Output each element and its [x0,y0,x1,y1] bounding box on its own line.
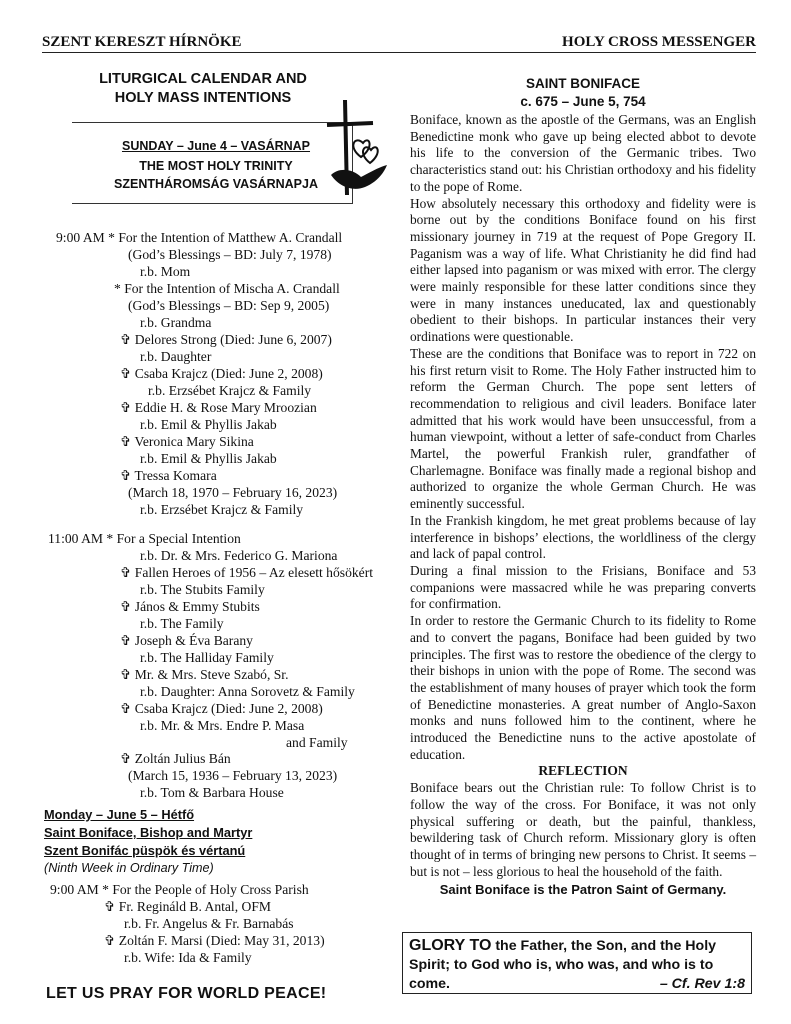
sunday-feast-hu: SZENTHÁROMSÁG VASÁRNAPJA [114,177,318,191]
glory-word: GLORY TO [409,937,492,954]
monday-line: 9:00 AM * For the People of Holy Cross Parish [50,882,309,897]
article-paragraph: How absolutely necessary this orthodoxy and fidelity were is borne out by the conditions Boniface found on his first missionary journey in 719 at the request of Pope Gregory II. Paganism was a way of life. What Christianity he did find had either lapsed into paganism or was mixed with error. The clergy were mainly responsible for these latter conditions since they were in many instances uneducated, lax and questionably obedient to their bishops. In particular instances their very ordinations were questionable. [410,195,756,345]
sunday-line: r.b. The Halliday Family [140,650,274,665]
sunday-line: r.b. Erzsébet Krajcz & Family [148,383,312,398]
sunday-line: r.b. Mr. & Mrs. Endre P. Masa [140,718,305,733]
article-paragraph: In order to restore the Germanic Church to its fidelity to Rome and to convert the pagans, Boniface had been guided by two principles. The first was to restore the obedience of the clergy to their bishops in union with the pope of Rome. The second was the establishment of many houses of prayer which took the form of Benedictine monasteries. A great number of Anglo-Saxon monks and nuns followed him to the continent, where he introduced the Benedictine nuns to the active apostolate of education. [410,613,756,762]
header-english-title: HOLY CROSS MESSENGER [562,34,756,50]
calendar-title-line1: LITURGICAL CALENDAR AND [99,71,307,87]
boniface-dates: c. 675 – June 5, 754 [520,94,646,109]
reflection-heading: REFLECTION [538,763,628,779]
header-hungarian-title: SZENT KERESZT HÍRNÖKE [42,34,242,50]
sunday-line: r.b. Tom & Barbara House [140,785,284,800]
sunday-line: 11:00 AM * For a Special Intention [48,531,241,546]
sunday-line: ✞ Fallen Heroes of 1956 – Az elesett hősökért [120,565,373,580]
sunday-line: r.b. Dr. & Mrs. Federico G. Mariona [140,548,338,563]
patron-line: Saint Boniface is the Patron Saint of Germany. [439,882,727,898]
sunday-line: 9:00 AM * For the Intention of Matthew A. Crandall [56,230,343,245]
sunday-date: SUNDAY – June 4 – VASÁRNAP [121,139,311,153]
monday-line: r.b. Fr. Angelus & Fr. Barnabás [124,916,294,931]
sunday-line: * For the Intention of Mischa A. Crandall [114,281,340,296]
monday-week: (Ninth Week in Ordinary Time) [44,861,214,875]
sunday-line: ✞ Eddie H. & Rose Mary Mroozian [120,400,317,415]
sunday-line: ✞ Csaba Krajcz (Died: June 2, 2008) [120,701,323,716]
monday-line: r.b. Wife: Ida & Family [124,950,252,965]
monday-date: Monday – June 5 – Hétfő [44,807,195,822]
sunday-line: r.b. Emil & Phyllis Jakab [140,417,277,432]
sunday-line: r.b. Grandma [140,315,212,330]
boniface-title [410,75,756,111]
sunday-line: ✞ János & Emmy Stubits [120,599,260,614]
sunday-line: (March 15, 1936 – February 13, 2023) [128,768,338,783]
sunday-line: (God’s Blessings – BD: July 7, 1978) [128,247,332,262]
sunday-line: r.b. Mom [140,264,191,279]
boniface-name: SAINT BONIFACE [525,76,640,91]
article-paragraph: In the Frankish kingdom, he met great problems because of lay interference in bishops’ elections, the worldliness of the clergy and lack of papal control. [410,512,756,562]
sunday-line: ✞ Csaba Krajcz (Died: June 2, 2008) [120,366,323,381]
sunday-line: r.b. Erzsébet Krajcz & Family [140,502,304,517]
sunday-feast: THE MOST HOLY TRINITY [139,159,293,173]
boniface-article [410,112,756,899]
sunday-line: r.b. Daughter [140,349,212,364]
sunday-line: ✞ Delores Strong (Died: June 6, 2007) [120,332,332,347]
article-paragraph: During a final mission to the Frisians, Boniface and 53 companions were massacred while he was preparing converts for confirmation. [410,562,756,612]
glory-box [402,932,752,994]
monday-feast: Saint Boniface, Bishop and Martyr [44,825,253,840]
glory-text: the Father, the Son, and the Holy Spirit; to God who is, who was, and who is to come. [409,938,717,992]
pray-for-peace: LET US PRAY FOR WORLD PEACE! [46,985,327,1002]
calendar-title-line2: HOLY MASS INTENTIONS [114,90,292,106]
sunday-box [72,122,353,204]
monday-line: ✞ Zoltán F. Marsi (Died: May 31, 2013) [104,933,325,948]
monday-feast-hu: Szent Bonifác püspök és vértanú [44,843,246,858]
page-header [42,34,756,53]
sunday-line: and Family [286,735,348,750]
sunday-line: ✞ Mr. & Mrs. Steve Szabó, Sr. [120,667,289,682]
sunday-line: ✞ Veronica Mary Sikina [120,434,254,449]
sunday-line: ✞ Zoltán Julius Bán [120,751,231,766]
sunday-line: ✞ Joseph & Éva Barany [120,633,253,648]
monday-line: ✞ Fr. Regináld B. Antal, OFM [104,899,271,914]
sunday-line: r.b. The Family [140,616,224,631]
sunday-line: r.b. Daughter: Anna Sorovetz & Family [140,684,355,699]
cross-heart-dove-icon [325,95,395,205]
sunday-line: ✞ Tressa Komara [120,468,217,483]
reflection-text: Boniface bears out the Christian rule: To follow Christ is to follow the way of the cross. For Boniface, it was not only physical suffering or death, but the painful, thankless, bewildering task of Church reform. Missionary glory is often thought of in terms of bringing new persons to Christ. It seems – but is not – less glorious to heal the household of the faith. [410,780,756,879]
sunday-line: (March 18, 1970 – February 16, 2023) [128,485,338,500]
glory-reference: – Cf. Rev 1:8 [659,976,745,992]
sunday-line: (God’s Blessings – BD: Sep 9, 2005) [128,298,330,313]
sunday-line: r.b. The Stubits Family [140,582,265,597]
sunday-line: r.b. Emil & Phyllis Jakab [140,451,277,466]
article-paragraph: These are the conditions that Boniface was to report in 722 on his first return visit to Rome. The Holy Father instructed him to reform the German Church. The pope sent letters of recommendation to religious and civil leaders. Boniface later admitted that his work would have been unsuccessful, from a human viewpoint, without a letter of safe-conduct from Charles Martel, the powerful Frankish ruler, grandfather of Charlemagne. Boniface was finally made a regional bishop and authorized to organize the whole German Church. He was eminently successful. [410,345,756,512]
calendar-title [68,70,338,108]
article-paragraph: Boniface, known as the apostle of the Germans, was an English Benedictine monk who gave up being elected abbot to devote his life to the conversion of the Germanic tribes. Two characteristics stand out: his Christian orthodoxy and his fidelity to the pope of Rome. [410,112,756,194]
